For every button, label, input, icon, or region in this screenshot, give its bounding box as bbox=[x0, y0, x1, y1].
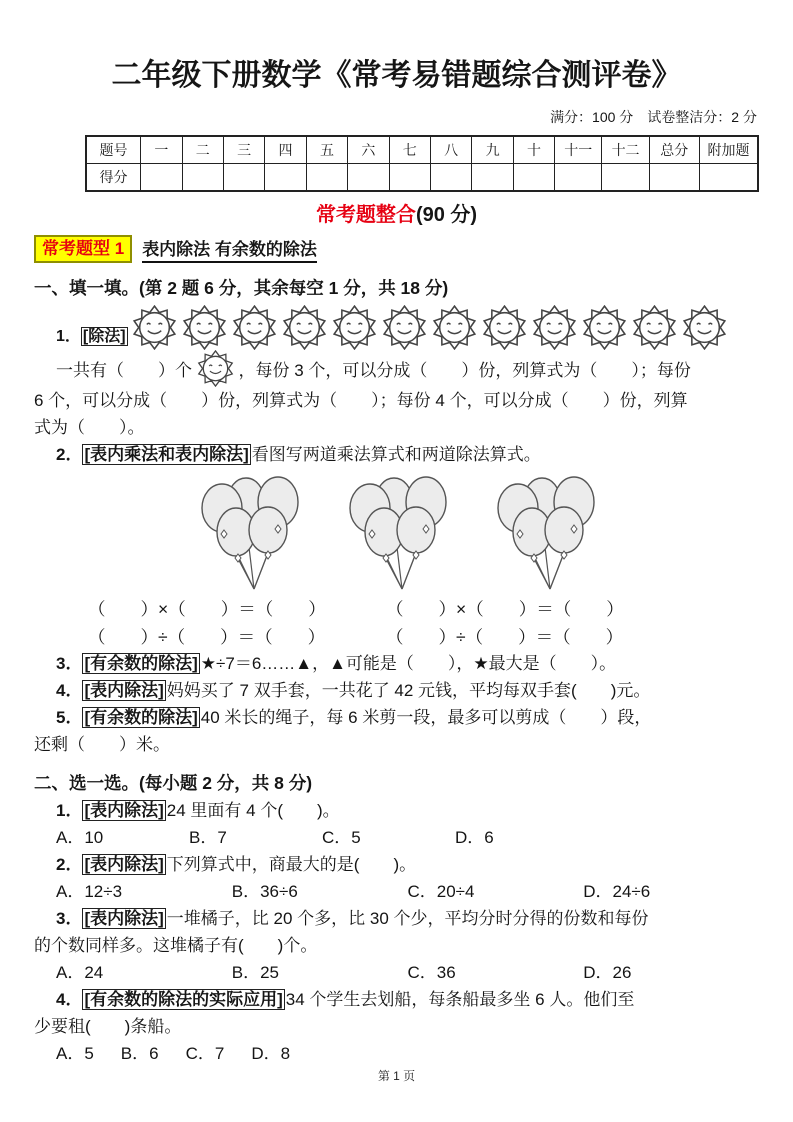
page-content bbox=[0, 50, 793, 1067]
smiling-sun-icon bbox=[532, 305, 577, 350]
empty-score-cell bbox=[649, 164, 699, 192]
part2-q3-line2: 的个数同样多。这堆橘子有( )个。 bbox=[34, 936, 318, 955]
question-number-cell: 四 bbox=[265, 136, 306, 164]
division-blank-equation: （ ）÷（ ）＝（ ） bbox=[386, 627, 624, 647]
topic-badge: 常考题型 1 bbox=[34, 235, 132, 263]
score-table-score-row bbox=[86, 164, 758, 192]
smiling-sun-icon bbox=[282, 305, 327, 350]
section-heading bbox=[34, 202, 759, 228]
empty-score-cell bbox=[306, 164, 347, 192]
question-tag: [有余数的除法] bbox=[84, 654, 198, 673]
question-number-cell: 七 bbox=[389, 136, 430, 164]
part1-q1-line1 bbox=[34, 350, 759, 387]
option-choice: D．26 bbox=[583, 963, 632, 982]
option-choice: A．5 bbox=[56, 1044, 94, 1063]
part2-heading: 二、选一选。(每小题 2 分，共 8 分) bbox=[34, 773, 313, 793]
section-heading-red-text: 常考题整合 bbox=[315, 204, 416, 226]
question-number-cell: 十一 bbox=[555, 136, 602, 164]
multiplication-blank-equation: （ ）×（ ）＝（ ） bbox=[88, 599, 326, 619]
balloon-figure-row bbox=[34, 470, 759, 592]
empty-score-cell bbox=[513, 164, 554, 192]
topic-title: 表内除法 有余数的除法 bbox=[142, 235, 317, 263]
question-number-cell: 十二 bbox=[602, 136, 649, 164]
balloon-bunch bbox=[341, 470, 453, 592]
empty-score-cell bbox=[602, 164, 649, 192]
question-number: 5． bbox=[56, 708, 83, 727]
question-number: 1． bbox=[56, 328, 81, 345]
question-tag: [表内除法] bbox=[84, 909, 164, 928]
smiling-sun-icon bbox=[632, 305, 677, 350]
score-table-header-row bbox=[86, 136, 758, 164]
empty-score-cell bbox=[348, 164, 389, 192]
multiplication-blank-equation: （ ）×（ ）＝（ ） bbox=[386, 599, 624, 619]
p2q2-text: 下列算式中，商最大的是( )。 bbox=[166, 855, 417, 874]
smiling-sun-icon bbox=[132, 305, 177, 350]
option-choice: D．6 bbox=[455, 828, 494, 847]
option-choice: D．8 bbox=[251, 1044, 291, 1063]
question-number-cell: 二 bbox=[182, 136, 223, 164]
question-tag: [表内除法] bbox=[84, 801, 164, 820]
table-label-cell: 题号 bbox=[86, 136, 141, 164]
smiling-sun-icon bbox=[197, 350, 234, 387]
score-table bbox=[85, 135, 759, 192]
equation-grid bbox=[88, 596, 759, 650]
empty-score-cell bbox=[430, 164, 471, 192]
empty-score-cell bbox=[472, 164, 513, 192]
part1-q5-line1 bbox=[34, 704, 759, 731]
sun-inline-icon bbox=[192, 361, 238, 380]
question-number: 3． bbox=[56, 909, 83, 928]
part2-q4-line1 bbox=[34, 986, 759, 1013]
question-number-cell: 总分 bbox=[649, 136, 699, 164]
option-choice: C．7 bbox=[185, 1044, 225, 1063]
page-title: 二年级下册数学《常考易错题综合测评卷》 bbox=[111, 59, 682, 92]
empty-score-cell bbox=[223, 164, 264, 192]
q4-text: 妈妈买了 7 双手套，一共花了 42 元钱，平均每双手套( )元。 bbox=[166, 681, 651, 700]
part2-q4-line2: 少要租( )条船。 bbox=[34, 1017, 182, 1036]
division-blank-equation: （ ）÷（ ）＝（ ） bbox=[88, 627, 326, 647]
full-score-note: 满分：100 分 试卷整洁分：2 分 bbox=[550, 109, 757, 125]
question-number-cell: 三 bbox=[223, 136, 264, 164]
empty-score-cell bbox=[555, 164, 602, 192]
table-label-cell: 得分 bbox=[86, 164, 141, 192]
option-choice: C．36 bbox=[407, 963, 456, 982]
part1-heading: 一、填一填。(第 2 题 6 分，其余每空 1 分，共 18 分) bbox=[34, 278, 449, 298]
smiling-sun-icon bbox=[432, 305, 477, 350]
part2-q3-options bbox=[34, 959, 759, 986]
smiling-sun-icon bbox=[232, 305, 277, 350]
question-tag: [有余数的除法] bbox=[84, 708, 198, 727]
smiling-sun-icon bbox=[682, 305, 727, 350]
question-number: 2． bbox=[56, 445, 83, 464]
q3-text: ★÷7＝6……▲，▲可能是（ ），★最大是（ ）。 bbox=[200, 654, 617, 673]
section-heading-score: (90 分) bbox=[415, 204, 478, 226]
question-tag: [表内除法] bbox=[84, 855, 164, 874]
balloon-bunch bbox=[193, 470, 305, 592]
part2-q1-line bbox=[34, 797, 759, 824]
part1-q1-row bbox=[34, 305, 759, 350]
question-number: 2． bbox=[56, 855, 83, 874]
question-number-cell: 八 bbox=[430, 136, 471, 164]
option-choice: B．7 bbox=[189, 828, 227, 847]
smiling-sun-icon bbox=[582, 305, 627, 350]
empty-score-cell bbox=[141, 164, 182, 192]
smiling-sun-icon bbox=[332, 305, 377, 350]
part2-q3-line1 bbox=[34, 905, 759, 932]
empty-score-cell bbox=[182, 164, 223, 192]
page-number: 第 1 页 bbox=[377, 1069, 416, 1083]
question-tag: [有余数的除法的实际应用] bbox=[84, 990, 283, 1009]
question-number-cell: 五 bbox=[306, 136, 347, 164]
option-choice: A．10 bbox=[56, 828, 104, 847]
q1-text-post: ，每份 3 个，可以分成（ ）份，列算式为（ ）；每份 bbox=[238, 361, 691, 380]
part1-q1-line2: 6 个，可以分成（ ）份，列算式为（ ）；每份 4 个，可以分成（ ）份，列算 bbox=[34, 391, 688, 410]
p2q3-text: 一堆橘子，比 20 个多，比 30 个少，平均分时分得的份数和每份 bbox=[166, 909, 649, 928]
option-choice: A．12÷3 bbox=[56, 882, 123, 901]
part1-q3-line bbox=[34, 650, 759, 677]
question-number-cell: 一 bbox=[141, 136, 182, 164]
empty-score-cell bbox=[265, 164, 306, 192]
smiling-sun-icon bbox=[382, 305, 427, 350]
empty-score-cell bbox=[389, 164, 430, 192]
part1-q2-line bbox=[34, 441, 759, 468]
part1-q4-line bbox=[34, 677, 759, 704]
part1-q1-label bbox=[56, 323, 129, 350]
question-number-cell: 附加题 bbox=[699, 136, 758, 164]
q1-text-pre: 一共有（ ）个 bbox=[56, 361, 192, 380]
part2-q2-options bbox=[34, 878, 759, 905]
question-number: 4． bbox=[56, 990, 83, 1009]
p2q4-text: 34 个学生去划船，每条船最多坐 6 人。他们至 bbox=[285, 990, 635, 1009]
part1-q5-line2: 还剩（ ）米。 bbox=[34, 735, 170, 754]
question-tag: [除法] bbox=[82, 328, 126, 345]
part1-q1-line3: 式为（ ）。 bbox=[34, 418, 145, 437]
option-choice: C．20÷4 bbox=[407, 882, 475, 901]
question-number: 4． bbox=[56, 681, 83, 700]
option-choice: B．25 bbox=[231, 963, 279, 982]
empty-score-cell bbox=[699, 164, 758, 192]
question-tag: [表内除法] bbox=[84, 681, 164, 700]
option-choice: A．24 bbox=[56, 963, 104, 982]
smiling-sun-icon bbox=[182, 305, 227, 350]
question-number-cell: 六 bbox=[348, 136, 389, 164]
option-choice: C．5 bbox=[322, 828, 361, 847]
p2q1-text: 24 里面有 4 个( )。 bbox=[166, 801, 340, 820]
smiling-sun-icon bbox=[482, 305, 527, 350]
sun-row-figure bbox=[132, 305, 759, 350]
q2-text: 看图写两道乘法算式和两道除法算式。 bbox=[251, 445, 541, 464]
option-choice: B．6 bbox=[120, 1044, 159, 1063]
question-number-cell: 九 bbox=[472, 136, 513, 164]
q5-text: 40 米长的绳子，每 6 米剪一段，最多可以剪成（ ）段， bbox=[200, 708, 652, 727]
question-number-cell: 十 bbox=[513, 136, 554, 164]
part2-q1-options bbox=[34, 824, 759, 851]
balloon-bunch bbox=[489, 470, 601, 592]
question-tag: [表内乘法和表内除法] bbox=[84, 445, 249, 464]
option-choice: D．24÷6 bbox=[583, 882, 651, 901]
part2-q4-options bbox=[34, 1040, 759, 1067]
question-number: 3． bbox=[56, 654, 83, 673]
part2-q2-line bbox=[34, 851, 759, 878]
question-number: 1． bbox=[56, 801, 83, 820]
option-choice: B．36÷6 bbox=[231, 882, 298, 901]
topic-row bbox=[34, 235, 759, 263]
